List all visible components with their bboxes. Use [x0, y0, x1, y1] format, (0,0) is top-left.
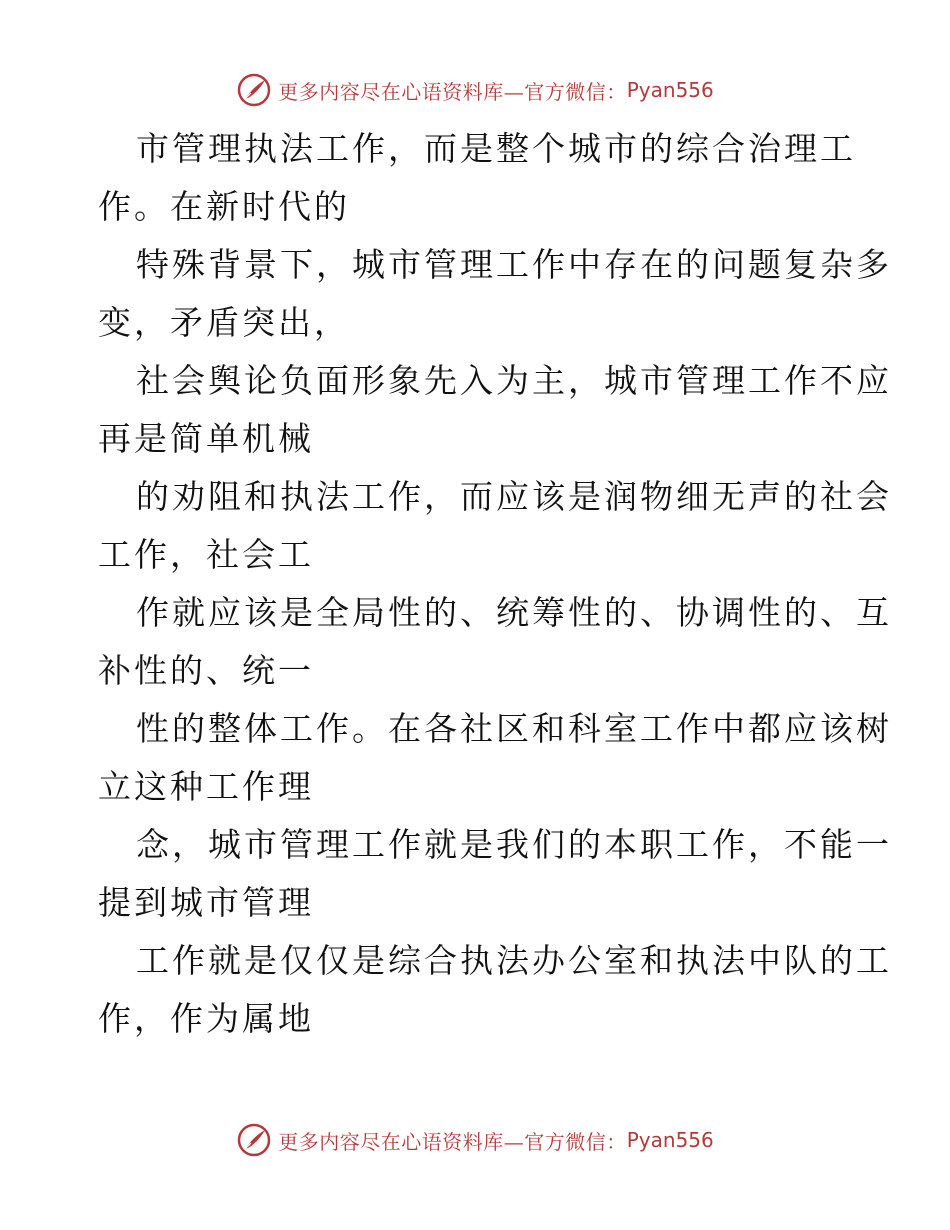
- banner-text: 更多内容尽在心语资料库—官方微信：: [278, 79, 627, 104]
- paragraph-4: [98, 468, 892, 584]
- paragraph-line: 变，矛盾突出，: [98, 303, 350, 342]
- paragraph-line: 的劝阻和执法工作，而应该是润物细无声的社会: [136, 477, 892, 516]
- paragraph-6: [98, 700, 892, 816]
- paragraph-3: [98, 352, 892, 468]
- paragraph-line: 工作就是仅仅是综合执法办公室和执法中队的工: [136, 941, 892, 980]
- paragraph-5: [98, 584, 892, 700]
- paragraph-line: 立这种工作理: [98, 767, 314, 806]
- banner-text: 更多内容尽在心语资料库—官方微信：: [278, 1129, 627, 1154]
- paragraph-line: 作。在新时代的: [98, 187, 350, 226]
- wechat-account: Pyan556: [626, 1128, 714, 1152]
- paragraph-line: 工作，社会工: [98, 535, 314, 574]
- quill-logo-icon: [236, 72, 272, 108]
- paragraph-line: 念，城市管理工作就是我们的本职工作，不能一: [136, 825, 892, 864]
- paragraph-line: 市管理执法工作，而是整个城市的综合治理工: [136, 129, 856, 168]
- paragraph-line: 特殊背景下，城市管理工作中存在的问题复杂多: [136, 245, 892, 284]
- paragraph-1: [98, 120, 858, 236]
- paragraph-7: [98, 816, 892, 932]
- paragraph-line: 性的整体工作。在各社区和科室工作中都应该树: [136, 709, 892, 748]
- paragraph-2: [98, 236, 892, 352]
- paragraph-line: 提到城市管理: [98, 883, 314, 922]
- wechat-account: Pyan556: [626, 78, 714, 102]
- paragraph-line: 社会舆论负面形象先入为主，城市管理工作不应: [136, 361, 892, 400]
- document-body: [98, 120, 892, 1048]
- paragraph-line: 作就应该是全局性的、统筹性的、协调性的、互: [136, 593, 892, 632]
- header-banner: [0, 70, 950, 110]
- paragraph-8: [98, 932, 892, 1048]
- paragraph-line: 再是简单机械: [98, 419, 314, 458]
- quill-logo-icon: [236, 1122, 272, 1158]
- paragraph-line: 补性的、统一: [98, 651, 314, 690]
- footer-banner: [0, 1120, 950, 1160]
- paragraph-line: 作，作为属地: [98, 999, 314, 1038]
